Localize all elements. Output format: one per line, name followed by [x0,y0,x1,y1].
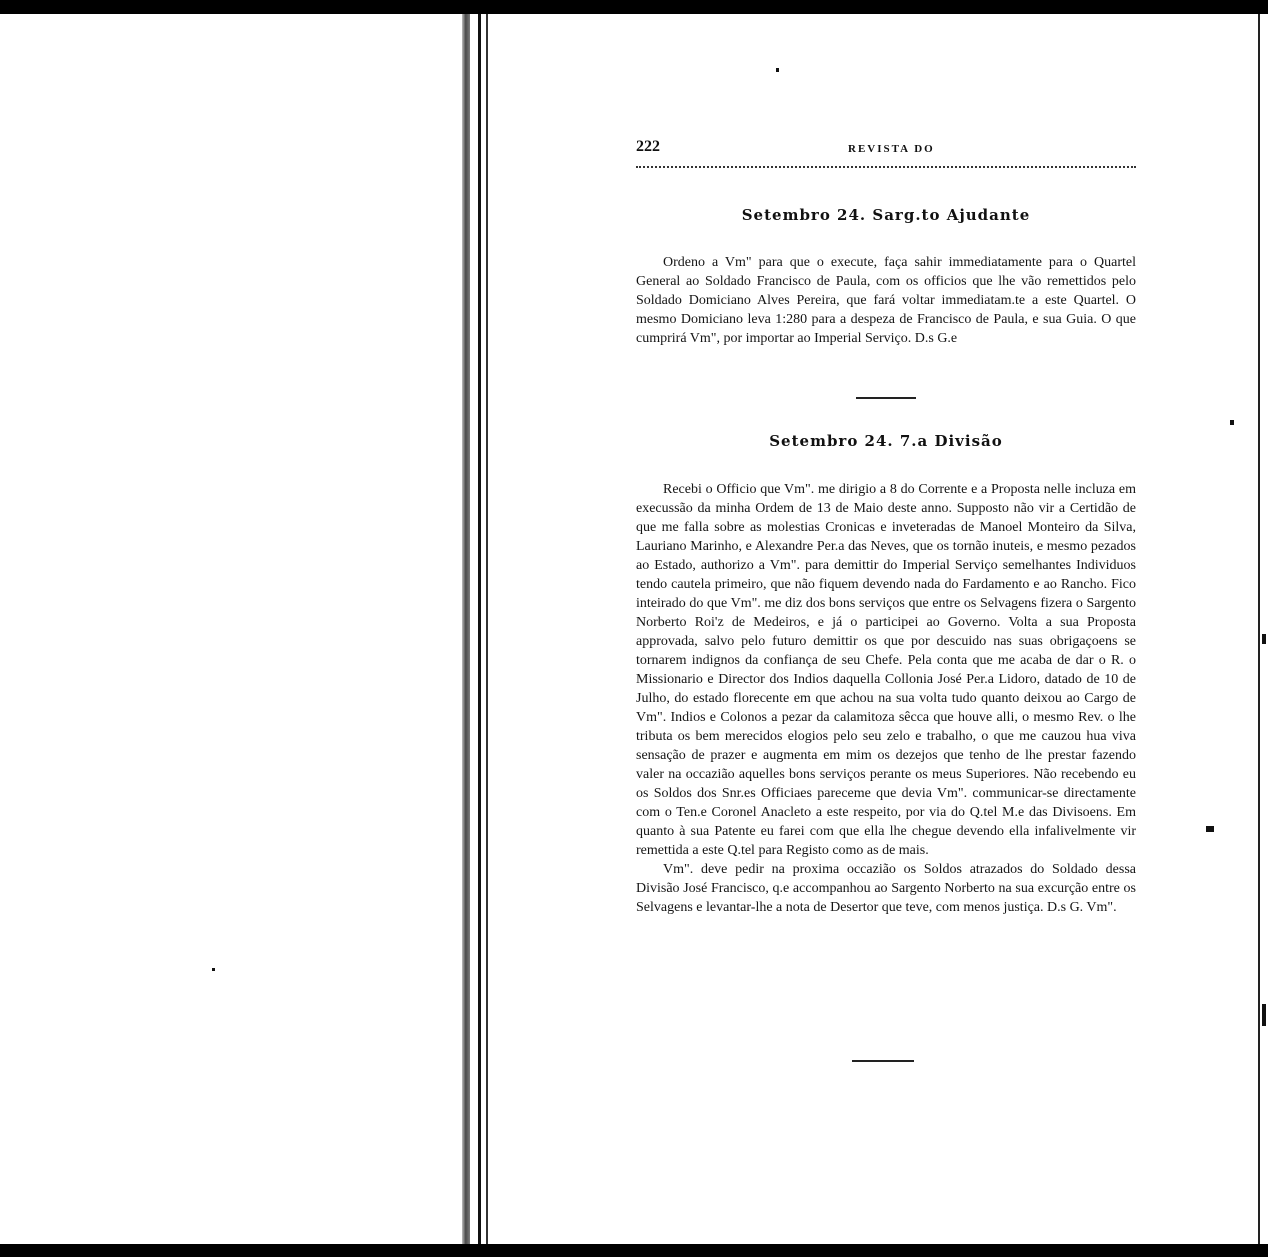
running-title: REVISTA DO [848,143,935,155]
entry-body [636,253,1136,348]
page-edge-line [486,14,488,1244]
scan-speck [1262,1004,1266,1026]
section-separator [852,1060,914,1062]
paragraph: Ordeno a Vm" para que o execute, faça sahir immediatamente para o Quartel General ao Soldado Francisco de Paula, com os officios que lhe vão remettidos pelo Soldado Domiciano Alves Pereira, que fará voltar immediatam.te a este Quartel. O mesmo Domiciano leva 1:280 para a despeza de Francisco de Paula, e sua Guia. O que cumprirá Vm", por importar ao Imperial Serviço. D.s G.e [636,255,1136,346]
page-edge-line [478,14,481,1244]
scan-speck [1230,420,1234,425]
entry-heading: Setembro 24. 7.a Divisão [769,432,1003,450]
right-page-edge [1258,14,1268,1244]
book-gutter-shadow [462,14,470,1244]
scan-speck [1262,634,1266,644]
scan-speck [776,68,779,72]
scan-speck [212,968,215,971]
header-rule [636,166,1136,168]
section-separator [856,397,916,399]
paragraph: Vm". deve pedir na proxima occazião os Soldos atrazados do Soldado dessa Divisão José Francisco, q.e accompanhou ao Sargento Norberto na sua excurção entre os Selvagens e levantar-lhe a nota de Desertor que teve, com menos justiça. D.s G. Vm". [636,862,1136,915]
entry-heading: Setembro 24. Sarg.to Ajudante [741,206,1031,224]
page-number: 222 [636,138,660,155]
entry-body [636,480,1136,917]
scan-speck [1206,826,1214,832]
paragraph: Recebi o Officio que Vm". me dirigio a 8 do Corrente e a Proposta nelle incluza em execussão da minha Ordem de 13 de Maio deste anno. Supposto não vir a Certidão de que me falla sobre as molestias Cronicas e inveteradas de Manoel Monteiro da Silva, Lauriano Marinho, e Alexandre Per.a das Neves, que os tornão inuteis, e mesmo pezados ao Estado, authorizo a Vm". para demittir do Imperial Serviço semelhantes Individuos tendo cautela primeiro, que não fiquem devendo nada do Fardamento e ao Rancho. Fico inteirado do que Vm". me diz dos bons serviços que entre os Selvagens fizera o Sargento Norberto Roi'z de Medeiros, e já o participei ao Governo. Volta a sua Proposta approvada, salvo pelo futuro demittir os que por descuido nas suas obrigaçoens se tornarem indignos da confiança de seu Chefe. Pela conta que me acaba de dar o R. o Missionario e Director dos Indios daquella Collonia José Per.a Lidoro, datado de 10 de Julho, do estado florecente em que achou na sua volta tudo quanto deixou ao Cargo de Vm". Indios e Colonos a pezar da calamitoza sêcca que houve alli, o mesmo Rev. o lhe tributa os bem merecidos elogios pelo seu zelo e trabalho, o que me cauzou hua viva sensação de prazer e augmenta em mim os dezejos que tenho de lhe prestar fazendo valer na occazião aquelles bons serviços perante os meus Superiores. Não recebendo eu os Soldos dos Snr.es Officiaes pareceme que devia Vm". communicar-se directamente com o Ten.e Coronel Anacleto a este respeito, por via do Q.tel M.e das Divisoens. Em quanto à sua Patente eu farei com que ella lhe chegue devendo ella infalivelmente vir remettida a este Q.tel para Registo como as de mais. [636,482,1136,858]
